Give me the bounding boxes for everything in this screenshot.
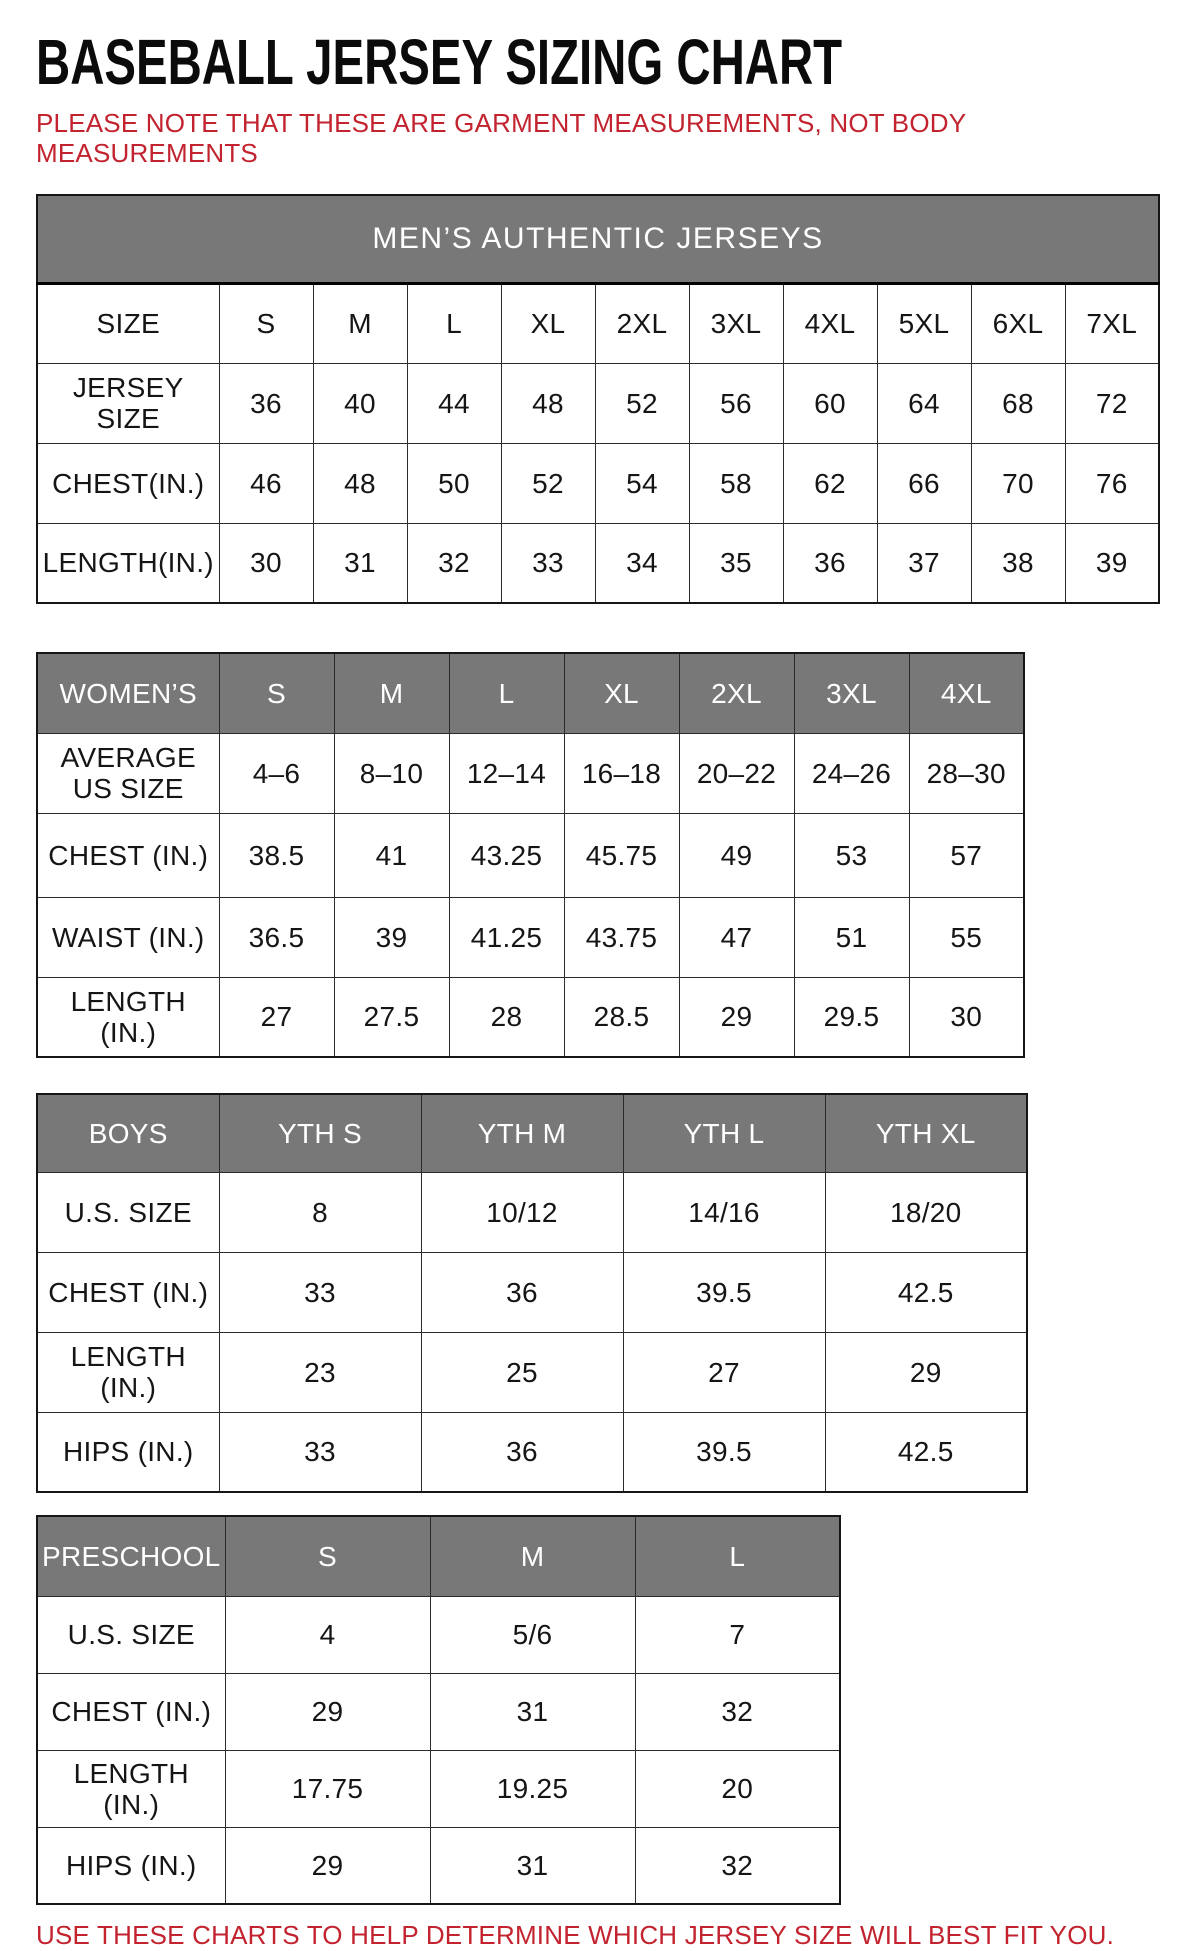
table-cell: 43.25 [449, 813, 564, 897]
table-cell: 56 [689, 363, 783, 443]
table-cell: 48 [501, 363, 595, 443]
table-cell: 57 [909, 813, 1024, 897]
table-cell: 68 [971, 363, 1065, 443]
table-cell: 44 [407, 363, 501, 443]
row-label: HIPS (IN.) [37, 1412, 219, 1492]
col-header: XL [564, 653, 679, 733]
table-cell: M [313, 283, 407, 363]
table-cell: 62 [783, 443, 877, 523]
table-cell: 72 [1065, 363, 1159, 443]
table-cell: 64 [877, 363, 971, 443]
table-cell: 32 [407, 523, 501, 603]
table-cell: 49 [679, 813, 794, 897]
table-cell: 48 [313, 443, 407, 523]
col-header: YTH M [421, 1094, 623, 1172]
row-label: LENGTH (IN.) [37, 977, 219, 1057]
table-cell: 36 [421, 1252, 623, 1332]
col-header: S [225, 1516, 430, 1596]
table-cell: 51 [794, 897, 909, 977]
table-cell: 43.75 [564, 897, 679, 977]
table-cell: 32 [635, 1673, 840, 1750]
table-cell: 7XL [1065, 283, 1159, 363]
col-header: L [635, 1516, 840, 1596]
page-title: BASEBALL JERSEY SIZING CHART [36, 26, 843, 98]
table-cell: 39 [1065, 523, 1159, 603]
col-header: WOMEN’S [37, 653, 219, 733]
mens-table-banner: MEN’S AUTHENTIC JERSEYS [37, 195, 1159, 283]
table-cell: 30 [219, 523, 313, 603]
row-label: U.S. SIZE [37, 1596, 225, 1673]
table-cell: 52 [595, 363, 689, 443]
table-cell: 8–10 [334, 733, 449, 813]
row-label: AVERAGE US SIZE [37, 733, 219, 813]
table-cell: 36 [421, 1412, 623, 1492]
table-cell: 25 [421, 1332, 623, 1412]
table-cell: 16–18 [564, 733, 679, 813]
table-cell: 53 [794, 813, 909, 897]
table-cell: 7 [635, 1596, 840, 1673]
table-cell: 46 [219, 443, 313, 523]
col-header: YTH S [219, 1094, 421, 1172]
col-header: 4XL [909, 653, 1024, 733]
table-cell: 8 [219, 1172, 421, 1252]
table-cell: 31 [430, 1827, 635, 1904]
table-cell: 30 [909, 977, 1024, 1057]
row-label: CHEST (IN.) [37, 813, 219, 897]
table-cell: 33 [219, 1412, 421, 1492]
table-cell: 14/16 [623, 1172, 825, 1252]
table-cell: 20–22 [679, 733, 794, 813]
table-cell: 5/6 [430, 1596, 635, 1673]
table-cell: 58 [689, 443, 783, 523]
table-cell: 33 [219, 1252, 421, 1332]
col-header: YTH L [623, 1094, 825, 1172]
table-cell: 28–30 [909, 733, 1024, 813]
table-cell: 4–6 [219, 733, 334, 813]
mens-sizing-table [36, 194, 1160, 604]
table-cell: 45.75 [564, 813, 679, 897]
row-label: CHEST (IN.) [37, 1673, 225, 1750]
table-cell: 29.5 [794, 977, 909, 1057]
table-cell: 70 [971, 443, 1065, 523]
table-cell: 29 [679, 977, 794, 1057]
row-label: LENGTH (IN.) [37, 1750, 225, 1827]
table-cell: 35 [689, 523, 783, 603]
table-cell: 29 [225, 1673, 430, 1750]
table-cell: 50 [407, 443, 501, 523]
table-cell: 28.5 [564, 977, 679, 1057]
table-cell: 66 [877, 443, 971, 523]
table-cell: 38 [971, 523, 1065, 603]
table-cell: 4XL [783, 283, 877, 363]
row-label: HIPS (IN.) [37, 1827, 225, 1904]
row-label: CHEST (IN.) [37, 1252, 219, 1332]
col-header: PRESCHOOL [37, 1516, 225, 1596]
table-cell: 18/20 [825, 1172, 1027, 1252]
table-cell: 47 [679, 897, 794, 977]
table-cell: 42.5 [825, 1412, 1027, 1492]
row-label: WAIST (IN.) [37, 897, 219, 977]
row-label: LENGTH (IN.) [37, 1332, 219, 1412]
table-cell: 5XL [877, 283, 971, 363]
table-cell: 12–14 [449, 733, 564, 813]
table-cell: 41 [334, 813, 449, 897]
row-label: JERSEY SIZE [37, 363, 219, 443]
table-cell: 29 [825, 1332, 1027, 1412]
table-cell: 39.5 [623, 1412, 825, 1492]
table-cell: 4 [225, 1596, 430, 1673]
row-label: U.S. SIZE [37, 1172, 219, 1252]
table-cell: 23 [219, 1332, 421, 1412]
table-cell: 34 [595, 523, 689, 603]
col-header: M [334, 653, 449, 733]
boys-sizing-table [36, 1093, 1028, 1493]
table-cell: 60 [783, 363, 877, 443]
table-cell: 36 [783, 523, 877, 603]
col-header: L [449, 653, 564, 733]
table-cell: 76 [1065, 443, 1159, 523]
table-cell: 36 [219, 363, 313, 443]
table-cell: 37 [877, 523, 971, 603]
table-cell: 39.5 [623, 1252, 825, 1332]
table-cell: 32 [635, 1827, 840, 1904]
table-cell: 20 [635, 1750, 840, 1827]
col-header: 3XL [794, 653, 909, 733]
table-cell: 3XL [689, 283, 783, 363]
table-cell: 29 [225, 1827, 430, 1904]
table-cell: 27 [623, 1332, 825, 1412]
col-header: M [430, 1516, 635, 1596]
table-cell: 17.75 [225, 1750, 430, 1827]
table-cell: 42.5 [825, 1252, 1027, 1332]
table-cell: 33 [501, 523, 595, 603]
table-cell: 2XL [595, 283, 689, 363]
preschool-sizing-table [36, 1515, 841, 1905]
row-label: LENGTH(IN.) [37, 523, 219, 603]
table-cell: L [407, 283, 501, 363]
col-header: BOYS [37, 1094, 219, 1172]
table-cell: 39 [334, 897, 449, 977]
fit-advice-note: USE THESE CHARTS TO HELP DETERMINE WHICH JERSEY SIZE WILL BEST FIT YOU. [36, 1920, 1115, 1950]
measurement-note: PLEASE NOTE THAT THESE ARE GARMENT MEASUREMENTS, NOT BODY MEASUREMENTS [36, 108, 966, 168]
table-cell: 52 [501, 443, 595, 523]
table-cell: 24–26 [794, 733, 909, 813]
table-cell: 6XL [971, 283, 1065, 363]
table-cell: 55 [909, 897, 1024, 977]
table-cell: 10/12 [421, 1172, 623, 1252]
row-label: SIZE [37, 283, 219, 363]
table-cell: 36.5 [219, 897, 334, 977]
table-cell: 31 [430, 1673, 635, 1750]
col-header: S [219, 653, 334, 733]
table-cell: 27 [219, 977, 334, 1057]
table-cell: 41.25 [449, 897, 564, 977]
table-cell: 28 [449, 977, 564, 1057]
womens-sizing-table [36, 652, 1025, 1058]
table-cell: 27.5 [334, 977, 449, 1057]
table-cell: 40 [313, 363, 407, 443]
table-cell: S [219, 283, 313, 363]
table-cell: 54 [595, 443, 689, 523]
col-header: 2XL [679, 653, 794, 733]
table-cell: 31 [313, 523, 407, 603]
table-cell: 19.25 [430, 1750, 635, 1827]
col-header: YTH XL [825, 1094, 1027, 1172]
table-cell: 38.5 [219, 813, 334, 897]
row-label: CHEST(IN.) [37, 443, 219, 523]
table-cell: XL [501, 283, 595, 363]
